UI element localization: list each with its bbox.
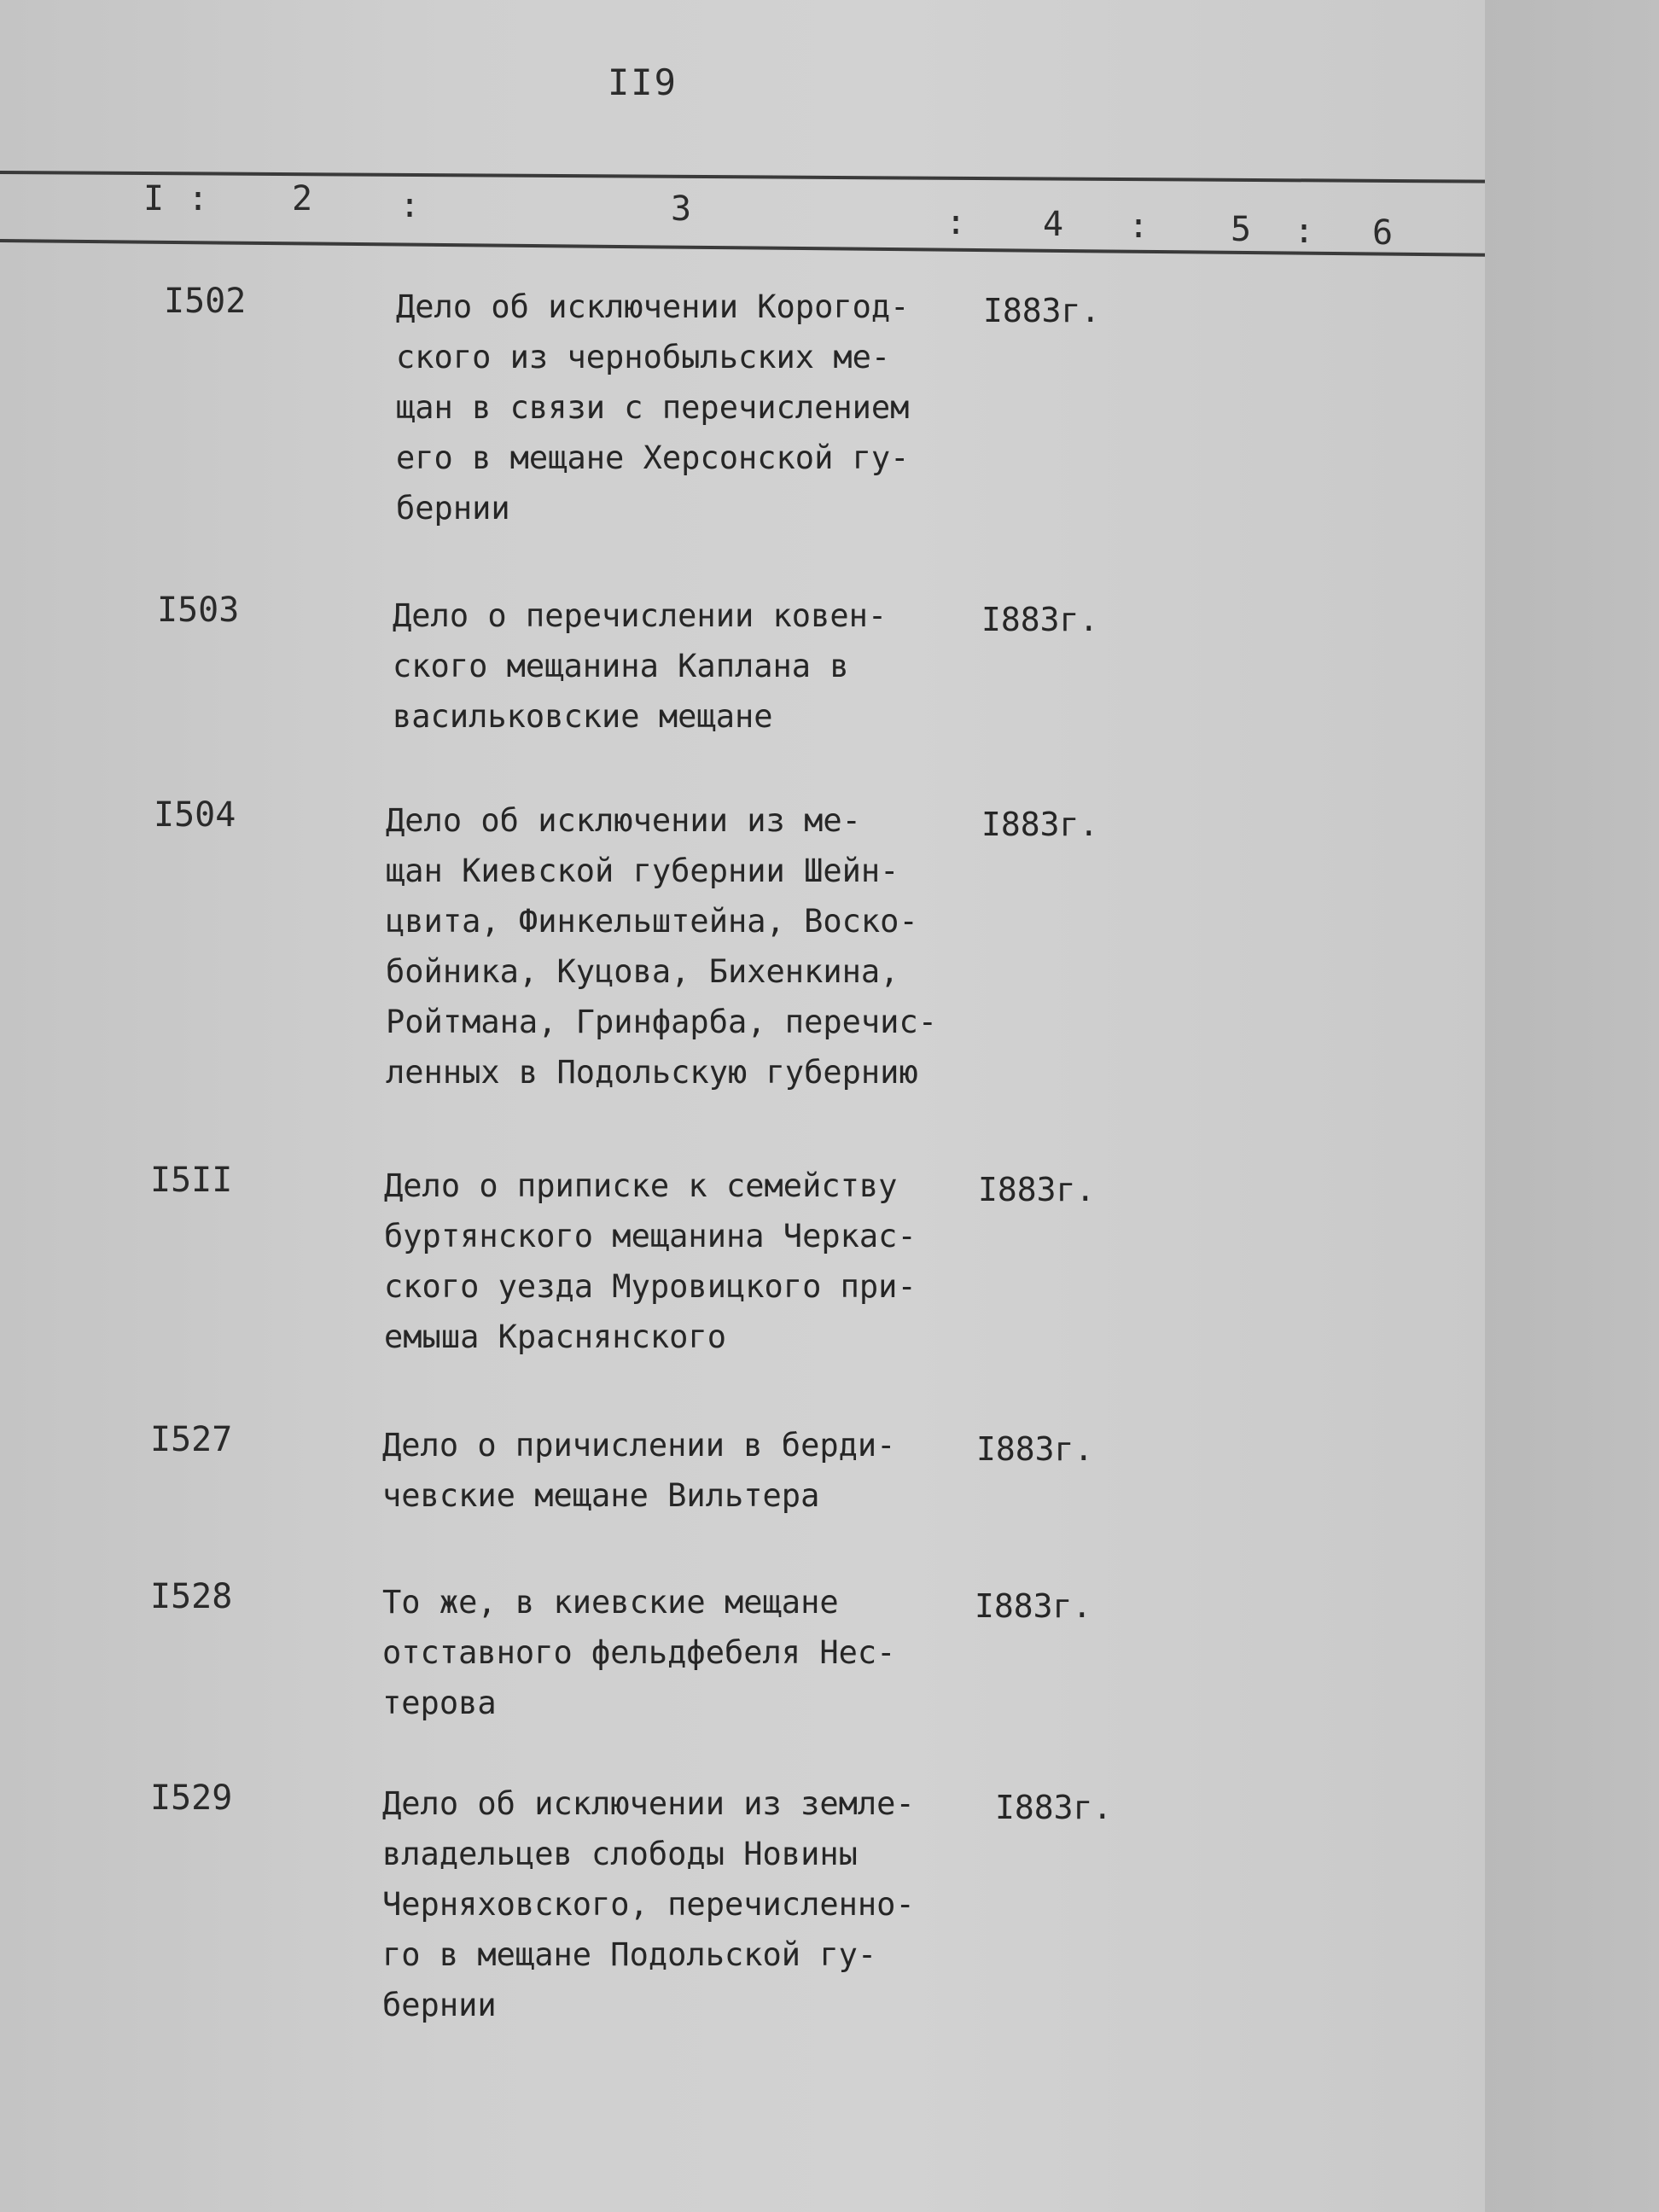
entry-year: I883г. <box>983 292 1101 329</box>
column-header-1: I <box>143 179 165 218</box>
entry-year: I883г. <box>995 1789 1113 1826</box>
entry-description: То же, в киевские мещане отставного фельдфебеля Нес- терова <box>382 1584 896 1721</box>
entry-year: I883г. <box>981 601 1099 638</box>
entry-description: Дело об исключении из земле- владельцев слободы Новины Черняховского, перечисленно- го в мещане Подольской гу- бернии <box>382 1785 915 2023</box>
entry-description: Дело об исключении из ме- щан Киевской губернии Шейн- цвита, Финкельштейна, Воско- бойника, Куцова, Бихенкина, Ройтмана, Гринфарба, перечис- ленных в Подольскую губернию <box>386 802 938 1091</box>
entry-description: Дело о приписке к семейству буртянского мещанина Черкас- ского уезда Муровицкого при- емыша Краснянского <box>384 1167 917 1355</box>
entry-number: I528 <box>150 1577 233 1616</box>
entry-year: I883г. <box>978 1171 1096 1208</box>
column-separator: : <box>946 203 967 242</box>
entry-number: I503 <box>157 591 240 630</box>
column-separator: : <box>1128 207 1150 246</box>
column-separator: : <box>1294 212 1315 251</box>
column-header-6: 6 <box>1372 213 1394 253</box>
column-header-2: 2 <box>292 179 313 218</box>
column-separator: : <box>188 179 209 218</box>
table-top-rule <box>0 171 1487 183</box>
column-header-4: 4 <box>1043 205 1064 244</box>
entry-year: I883г. <box>981 806 1099 843</box>
entry-year: I883г. <box>975 1587 1092 1625</box>
entry-description: Дело об исключении Корогод- ского из чернобыльских ме- щан в связи с перечислением его в мещане Херсонской гу- бернии <box>396 288 910 527</box>
column-separator: : <box>399 186 421 225</box>
entry-year: I883г. <box>976 1430 1094 1468</box>
entry-number: I5II <box>150 1161 233 1200</box>
entry-number: I527 <box>150 1420 233 1459</box>
entry-number: I504 <box>154 795 236 835</box>
entry-description: Дело о причислении в берди- чевские мещане Вильтера <box>382 1427 896 1514</box>
column-header-3: 3 <box>671 189 692 229</box>
entry-number: I502 <box>164 282 247 321</box>
column-header-5: 5 <box>1231 210 1252 249</box>
page-edge-shadow <box>1485 0 1659 2212</box>
entry-number: I529 <box>150 1778 233 1818</box>
entry-description: Дело о перечислении ковен- ского мещанина Каплана в васильковские мещане <box>393 597 888 735</box>
page-number: II9 <box>608 61 678 103</box>
table-header-bottom-rule <box>0 239 1487 257</box>
